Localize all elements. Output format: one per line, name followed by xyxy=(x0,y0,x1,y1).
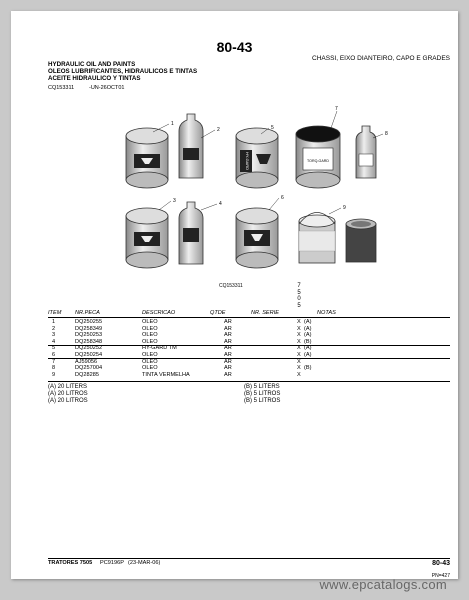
cell-x: X xyxy=(297,358,301,365)
open-paint-can xyxy=(346,219,376,262)
callout-7: 7 xyxy=(335,106,338,112)
cell-qty: AR xyxy=(224,365,232,372)
callout-2: 2 xyxy=(217,127,220,133)
col-serial: NR. SERIE xyxy=(251,310,279,316)
hygard-label: HY-GARD xyxy=(245,151,250,171)
cell-note: (A) xyxy=(304,332,312,339)
cell-desc: OLEO xyxy=(142,332,158,339)
note-a-spanish: (A) 20 LITROS xyxy=(48,398,88,404)
drum-item-6 xyxy=(236,208,278,268)
cell-x: X xyxy=(297,332,301,339)
cell-part: DQ250253 xyxy=(75,332,103,339)
table-row xyxy=(48,372,450,379)
cell-item: 4 xyxy=(52,338,56,345)
drum-item-3 xyxy=(126,208,168,268)
cell-qty: AR xyxy=(224,338,232,345)
cell-note: (B) xyxy=(304,338,312,345)
note-b-portuguese: (B) 5 LITROS xyxy=(244,391,281,397)
cell-desc: OLEO xyxy=(142,352,158,358)
cell-part: AJ59056 xyxy=(75,358,98,365)
table-rule-bottom xyxy=(48,381,450,382)
cell-item: 5 xyxy=(52,345,56,352)
cell-desc: HY-GARD TM xyxy=(142,345,177,352)
footer-date: (23-MAR-06) xyxy=(128,560,161,566)
model-digit: 5 xyxy=(297,289,301,296)
illustration-ref-date: -UN-26OCT01 xyxy=(89,85,125,91)
cell-desc: OLEO xyxy=(142,338,158,345)
cell-note: (A) xyxy=(304,345,312,352)
cell-desc: TINTA VERMELHA xyxy=(142,371,190,378)
bottle-item-4 xyxy=(179,202,203,264)
cell-x: X xyxy=(297,319,301,325)
col-item: ITEM xyxy=(48,310,62,316)
title-portuguese: OLEOS LUBRIFICANTES, HIDRAULICOS E TINTAS xyxy=(48,68,198,75)
cell-part: DQ250254 xyxy=(75,352,103,358)
cell-desc: OLEO xyxy=(142,358,158,365)
bottle-item-2 xyxy=(179,114,203,178)
table-rule-top xyxy=(48,317,450,318)
cell-part: DQ250252 xyxy=(75,345,103,352)
callout-9: 9 xyxy=(343,205,346,211)
callout-1: 1 xyxy=(171,121,174,127)
cell-part: DQ258348 xyxy=(75,338,103,345)
parts-illustration xyxy=(101,106,391,296)
cell-item: 8 xyxy=(52,365,56,372)
footer-catalog-code: PC9196P xyxy=(100,560,124,566)
cell-qty: AR xyxy=(224,358,232,365)
callout-5: 5 xyxy=(271,125,274,131)
footer-model: TRATORES 7505 xyxy=(48,560,93,566)
cell-item: 7 xyxy=(52,358,56,365)
cell-x: X xyxy=(297,352,301,358)
cell-qty: AR xyxy=(224,345,232,352)
cell-desc: OLEO xyxy=(142,365,158,372)
cell-part: DQ28285 xyxy=(75,371,99,378)
page-number: 80-43 xyxy=(216,39,253,55)
col-part-number: NR.PECA xyxy=(75,310,100,316)
cell-x: X xyxy=(297,345,301,352)
note-b-english: (B) 5 LITERS xyxy=(244,384,280,390)
paint-can-item-9 xyxy=(299,213,335,264)
footer-page-number: 80-43 xyxy=(432,560,450,567)
cell-note: (B) xyxy=(304,365,312,372)
footer-rule xyxy=(48,558,450,559)
model-digit: 7 xyxy=(297,283,301,289)
figure-code: CQ153311 xyxy=(219,283,243,289)
model-column-header xyxy=(296,283,302,309)
callout-3: 3 xyxy=(173,198,176,204)
cell-x: X xyxy=(297,325,301,332)
cell-desc: OLEO xyxy=(142,325,158,332)
illustration-ref-code: CQ153311 xyxy=(48,85,75,91)
callout-4: 4 xyxy=(219,201,222,207)
watermark: www.epcatalogs.com xyxy=(319,577,447,592)
cell-x: X xyxy=(297,365,301,372)
section-title: CHASSI, EIXO DIANTEIRO, CAPO E GRADES xyxy=(312,55,450,62)
cell-item: 1 xyxy=(52,319,56,325)
cell-qty: AR xyxy=(224,371,232,378)
cell-item: 3 xyxy=(52,332,56,339)
catalog-page xyxy=(11,11,458,579)
cell-note: (A) xyxy=(304,325,312,332)
cell-part: DQ258349 xyxy=(75,325,103,332)
cell-item: 6 xyxy=(52,352,56,358)
cell-note: (A) xyxy=(304,319,312,325)
torq-gard-label: TORQ-GARD xyxy=(307,159,329,163)
cell-qty: AR xyxy=(224,332,232,339)
footer-pnr: PN=427 xyxy=(431,573,450,579)
cell-item: 2 xyxy=(52,325,56,332)
title-english: HYDRAULIC OIL AND PAINTS xyxy=(48,61,136,68)
cell-note: (A) xyxy=(304,352,312,358)
note-a-portuguese: (A) 20 LITROS xyxy=(48,391,88,397)
cell-part: DQ250255 xyxy=(75,319,103,325)
drum-item-1 xyxy=(126,128,168,188)
cell-item: 9 xyxy=(52,371,56,378)
note-a-english: (A) 20 LITERS xyxy=(48,384,88,390)
callout-8-upper: 8 xyxy=(385,131,388,137)
drum-item-5 xyxy=(236,128,278,188)
cell-x: X xyxy=(297,371,301,378)
title-spanish: ACEITE HIDRAULICO Y TINTAS xyxy=(48,75,141,82)
cell-qty: AR xyxy=(224,319,232,325)
col-quantity: QTDE xyxy=(210,310,226,316)
cell-qty: AR xyxy=(224,352,232,358)
note-b-spanish: (B) 5 LITROS xyxy=(244,398,281,404)
cell-x: X xyxy=(297,338,301,345)
drum-item-7 xyxy=(296,126,340,188)
col-description: DESCRICAO xyxy=(142,310,176,316)
col-notes: NOTAS xyxy=(317,310,336,316)
model-digit: 0 xyxy=(297,296,301,302)
cell-part: DQ257004 xyxy=(75,365,103,372)
cell-desc: OLEO xyxy=(142,319,158,325)
model-digit: 5 xyxy=(297,302,301,309)
callout-6: 6 xyxy=(281,195,284,201)
bottle-item-8-upper xyxy=(356,126,376,178)
cell-qty: AR xyxy=(224,325,232,332)
